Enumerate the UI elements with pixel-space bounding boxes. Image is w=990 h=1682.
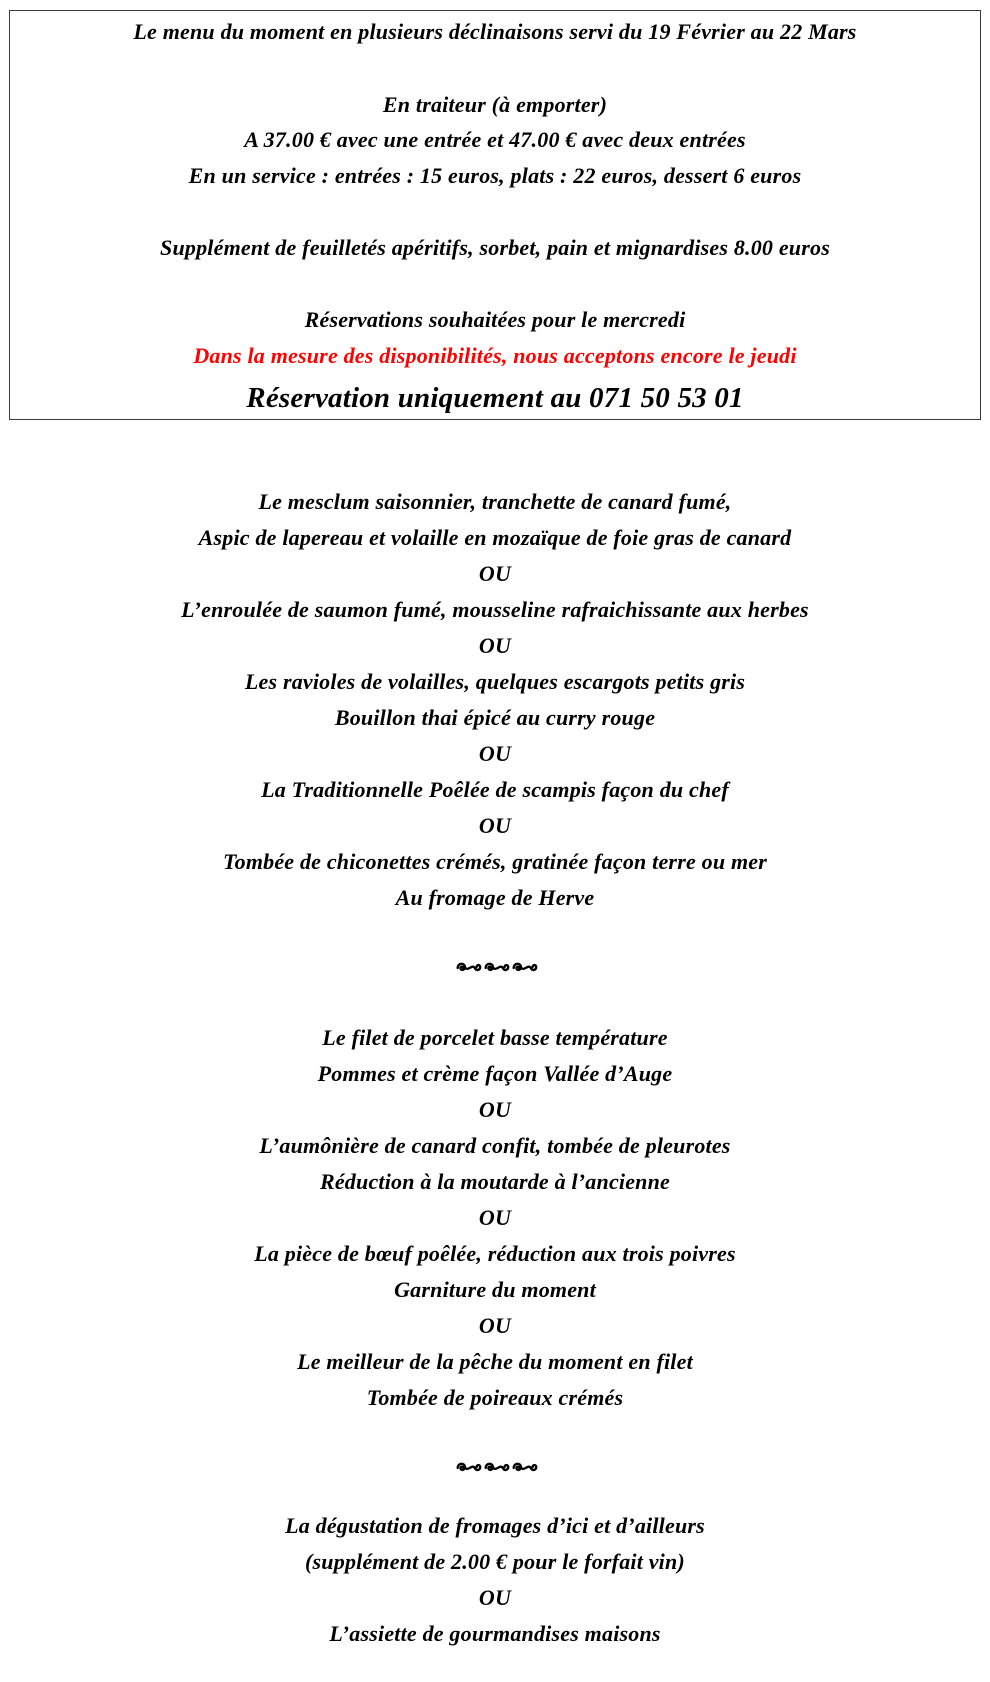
or-separator: OU	[478, 633, 512, 658]
menu-item: (supplément de 2.00 € pour le forfait vin)	[305, 1549, 685, 1574]
menu-item: Le mesclum saisonnier, tranchette de canard fumé,	[258, 489, 732, 514]
menu-item: Aspic de lapereau et volaille en mozaïque de foie gras de canard	[198, 525, 792, 550]
menu-period-title: Le menu du moment en plusieurs déclinaisons servi du 19 Février au 22 Mars	[133, 19, 857, 44]
or-separator: OU	[478, 1585, 512, 1610]
service-prices: En un service : entrées : 15 euros, plats : 22 euros, dessert 6 euros	[188, 163, 802, 188]
swirl-icon	[511, 959, 538, 977]
swirl-ornament-icon	[454, 959, 538, 979]
menu-item: Au fromage de Herve	[395, 885, 595, 910]
menu-item: Tombée de poireaux crémés	[366, 1385, 624, 1410]
menu-item: L’assiette de gourmandises maisons	[329, 1621, 661, 1646]
menu-item: Pommes et crème façon Vallée d’Auge	[317, 1061, 673, 1086]
menu-item: Bouillon thai épicé au curry rouge	[334, 705, 656, 730]
menu-item: Garniture du moment	[394, 1277, 596, 1302]
swirl-icon	[483, 1459, 510, 1477]
or-separator: OU	[478, 1313, 512, 1338]
swirl-icon	[455, 959, 482, 977]
menu-item: La pièce de bœuf poêlée, réduction aux trois poivres	[254, 1241, 736, 1266]
takeaway-prices: A 37.00 € avec une entrée et 47.00 € avec deux entrées	[244, 127, 746, 152]
or-separator: OU	[478, 561, 512, 586]
menu-item: Réduction à la moutarde à l’ancienne	[319, 1169, 671, 1194]
menu-item: La Traditionnelle Poêlée de scampis façon du chef	[261, 777, 729, 802]
swirl-icon	[483, 959, 510, 977]
swirl-icon	[511, 1459, 538, 1477]
menu-item: Tombée de chiconettes crémés, gratinée façon terre ou mer	[223, 849, 767, 874]
swirl-ornament-icon	[454, 1459, 538, 1479]
or-separator: OU	[478, 813, 512, 838]
menu-item: La dégustation de fromages d’ici et d’ailleurs	[285, 1513, 705, 1538]
menu-item: Le filet de porcelet basse température	[322, 1025, 668, 1050]
takeaway-heading: En traiteur (à emporter)	[382, 92, 608, 117]
menu-item: L’enroulée de saumon fumé, mousseline rafraichissante aux herbes	[181, 597, 809, 622]
or-separator: OU	[478, 741, 512, 766]
or-separator: OU	[478, 1097, 512, 1122]
reservation-wednesday: Réservations souhaitées pour le mercredi	[304, 307, 686, 332]
swirl-icon	[455, 1459, 482, 1477]
reservation-thursday-note: Dans la mesure des disponibilités, nous acceptons encore le jeudi	[193, 343, 797, 368]
reservation-phone: Réservation uniquement au 071 50 53 01	[246, 382, 744, 414]
menu-item: Les ravioles de volailles, quelques escargots petits gris	[244, 669, 746, 694]
menu-item: L’aumônière de canard confit, tombée de pleurotes	[259, 1133, 731, 1158]
menu-item: Le meilleur de la pêche du moment en filet	[297, 1349, 693, 1374]
or-separator: OU	[478, 1205, 512, 1230]
supplement-info: Supplément de feuilletés apéritifs, sorbet, pain et mignardises 8.00 euros	[160, 235, 830, 260]
